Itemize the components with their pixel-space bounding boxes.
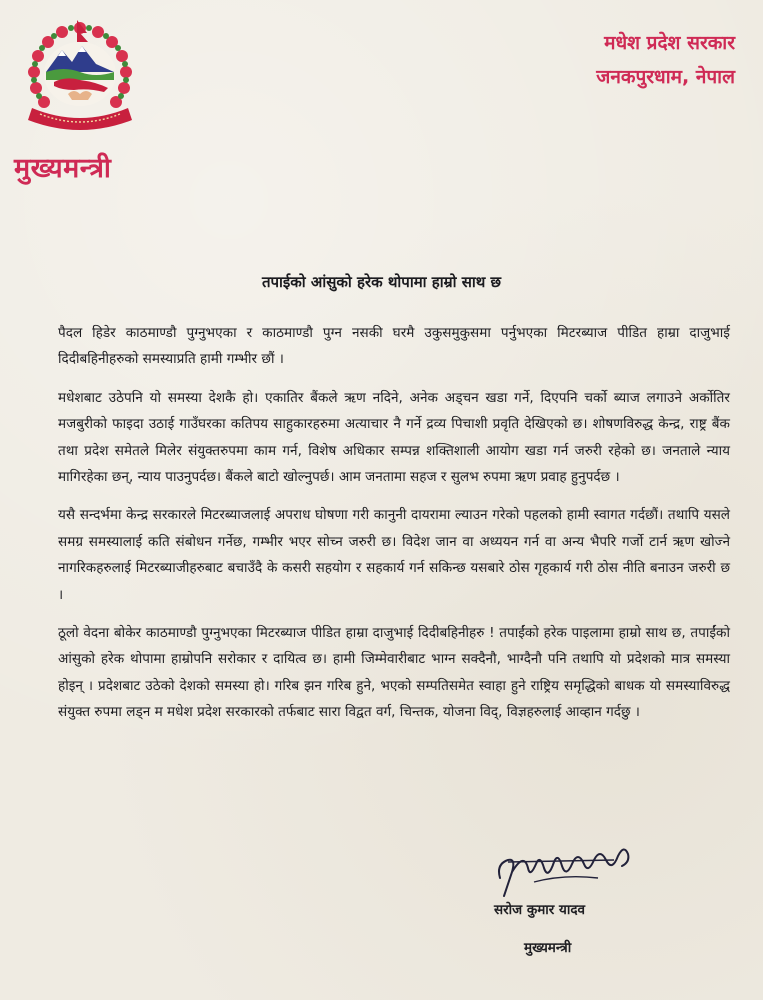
letter-title: तपाईको आंसुको हरेक थोपामा हाम्रो साथ छ xyxy=(261,273,502,291)
government-place: जनकपुरधाम, नेपाल xyxy=(596,66,735,88)
signer-post: मुख्यमन्त्री xyxy=(524,940,572,956)
letter-paragraph: मधेशबाट उठेपनि यो समस्या देशकै हो। एकातिर बैंकले ऋण नदिने, अनेक अड्चन खडा गर्ने, दिएपनि चर्को ब्याज लगाउने अर्कोतिर मजबुरीको फाइदा उठाई गाउँघरका कतिपय साहुकारहरुमा अत्याचार नै गर्ने द्रव्य पिचाशी प्रवृति देखिएको छ। शोषणविरुद्ध केन्द्र, राष्ट्र बैंक तथा प्रदेश समेतले मिलेर संयुक्तरुपमा काम गर्न, विशेष अधिकार सम्पन्न शक्तिशाली आयोग खडा गर्न जरुरी रहेको छ। जनताले न्याय मागिरहेका छन्, न्याय पाउनुपर्दछ। बैंकले बाटो खोल्नुपर्छ। आम जनतामा सहज र सुलभ रुपमा ऋण प्रवाह हुनुपर्दछ । xyxy=(58,389,730,486)
government-name: मधेश प्रदेश सरकार xyxy=(604,32,735,54)
letter-body xyxy=(58,320,730,738)
handwritten-signature xyxy=(494,838,634,904)
letter-paragraph: यसै सन्दर्भमा केन्द्र सरकारले मिटरब्याजलाई अपराध घोषणा गरी कानुनी दायरामा ल्याउन गरेको पहलको हामी स्वागत गर्दछौं। तथापि यसले समग्र समस्यालाई कति संबोधन गर्नेछ, गम्भीर भएर सोच्न जरुरी छ। विदेश जान वा अध्ययन गर्न वा अन्य भैपरि गर्जो टार्न ऋण खोज्ने नागरिकहरुलाई मिटरब्याजीहरुबाट बचाउँदै के कसरी सहयोग र सहकार्य गर्न सकिन्छ यसबारे ठोस गृहकार्य गरी ठोस नीति बनाउन जरुरी छ । xyxy=(58,507,730,603)
signer-name: सरोज कुमार यादव xyxy=(494,902,586,918)
office-title: मुख्यमन्त्री xyxy=(14,153,112,184)
letter-paragraph: पैदल हिडेर काठमाण्डौ पुग्नुभएका र काठमाण्डौ पुग्न नसकी घरमै उकुसमुकुसमा पर्नुभएका मिटरब्याज पीडित हाम्रा दाजुभाई दिदीबहिनीहरुको समस्याप्रति हामी गम्भीर छौं । xyxy=(58,325,730,368)
letterhead-address xyxy=(596,26,735,94)
letter-paragraph: ठूलो वेदना बोकेर काठमाण्डौ पुग्नुभएका मिटरब्याज पीडित हाम्रा दाजुभाई दिदीबहिनीहरु ! तपाईंको हरेक पाइलामा हाम्रो साथ छ, तपाईंको आंसुको हरेक थोपामा हाम्रोपनि सरोकार र दायित्व छ। हामी जिम्मेवारीबाट भाग्न सक्दैनौ, भाग्दैनौ पनि तथापि यो प्रदेशको मात्र समस्या होइन् । प्रदेशबाट उठेको देशको समस्या हो। गरिब झन गरिब हुने, भएको सम्पतिसमेत स्वाहा हुने राष्ट्रिय समृद्धिको बाधक यो समस्याविरुद्ध संयुक्त रुपमा लड्न म मधेश प्रदेश सरकारको तर्फबाट सारा विद्वत वर्ग, चिन्तक, योजना विद्, विज्ञहरुलाई आव्हान गर्दछु । xyxy=(58,625,730,721)
nepal-emblem-icon xyxy=(14,16,146,140)
